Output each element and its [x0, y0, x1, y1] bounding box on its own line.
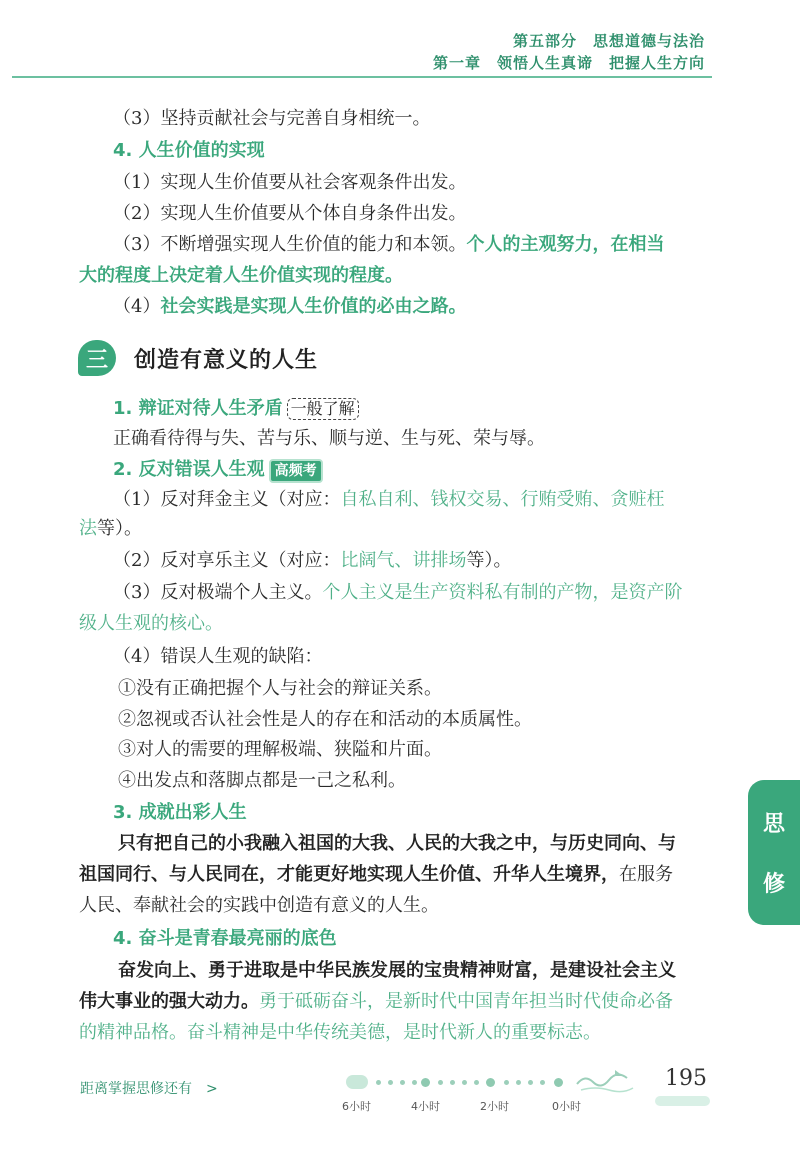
progress-milestone: [486, 1078, 495, 1087]
paragraph-line: [113, 294, 466, 320]
subheading-2: [113, 457, 323, 483]
progress-dot: [516, 1080, 521, 1085]
paragraph-line: 奋发向上、勇于进取是中华民族发展的宝贵精神财富，是建设社会主义: [118, 960, 676, 981]
header-rule: [12, 76, 712, 78]
header-part: 第五部分 思想道德与法治: [512, 32, 705, 50]
page-number-underline: [655, 1096, 710, 1106]
section-heading: [78, 336, 318, 380]
text-span: （3）不断增强实现人生价值的能力和本领。: [113, 234, 467, 255]
paragraph-line: （1）实现人生价值要从社会客观条件出发。: [113, 172, 467, 193]
subheading-text: 1. 辩证对待人生矛盾: [113, 398, 283, 419]
list-item: ②忽视或否认社会性是人的存在和活动的本质属性。: [118, 709, 532, 730]
tag-high-frequency: 高频考: [269, 459, 323, 483]
progress-dot: [462, 1080, 467, 1085]
subheading-3: 3. 成就出彩人生: [113, 802, 247, 823]
section-number-badge: 三: [78, 340, 116, 376]
paragraph-line: [113, 548, 511, 574]
text-span: （2）反对享乐主义（对应：: [113, 550, 341, 571]
hour-label: 0小时: [552, 1100, 581, 1113]
side-tab-char: 修: [762, 872, 785, 898]
list-item: ④出发点和落脚点都是一己之私利。: [118, 770, 406, 791]
progress-dot: [400, 1080, 405, 1085]
text-span: 在服务: [619, 864, 673, 885]
bold-span: 伟大事业的强大动力。: [79, 991, 259, 1012]
wave-icon: [575, 1068, 635, 1094]
progress-dot: [528, 1080, 533, 1085]
progress-dot: [474, 1080, 479, 1085]
paragraph-line: 只有把自己的小我融入祖国的大我、人民的大我之中，与历史同向、与: [118, 833, 676, 854]
progress-start-marker: [346, 1075, 368, 1089]
progress-milestone: [421, 1078, 430, 1087]
subheading-4: 4. 人生价值的实现: [113, 140, 265, 161]
paragraph-line: 级人生观的核心。: [79, 613, 223, 634]
list-item: ①没有正确把握个人与社会的辩证关系。: [118, 678, 442, 699]
list-item: ③对人的需要的理解极端、狭隘和片面。: [118, 739, 442, 760]
paragraph-line: [113, 580, 682, 606]
side-tab: [748, 780, 800, 925]
text-span: 等）。: [97, 518, 142, 539]
bold-span: 祖国同行、与人民同在，才能更好地实现人生价值、升华人生境界，: [79, 864, 619, 885]
highlight-span: 勇于砥砺奋斗，是新时代中国青年担当时代使命必备: [259, 991, 673, 1012]
subheading-4b: 4. 奋斗是青春最亮丽的底色: [113, 928, 337, 949]
paragraph-line: 的精神品格。奋斗精神是中华传统美德，是时代新人的重要标志。: [79, 1022, 601, 1043]
running-header: [433, 30, 705, 74]
hour-label: 6小时: [342, 1100, 371, 1113]
subheading-text: 2. 反对错误人生观: [113, 459, 265, 480]
text-span: （3）反对极端个人主义。: [113, 582, 323, 603]
page-number: 195: [665, 1066, 707, 1091]
highlight-span: 社会实践是实现人生价值的必由之路。: [160, 296, 467, 317]
side-tab-char: 思: [762, 811, 785, 837]
progress-dot: [540, 1080, 545, 1085]
highlight-span: 个人主义是生产资料私有制的产物，是资产阶: [322, 582, 683, 603]
text-span: （1）反对拜金主义（对应：: [113, 489, 341, 510]
hour-label: 4小时: [411, 1100, 440, 1113]
progress-milestone: [554, 1078, 563, 1087]
progress-dot: [450, 1080, 455, 1085]
highlight-span: 法: [79, 518, 97, 539]
progress-label: 距离掌握思修还有 >: [80, 1081, 218, 1097]
section-title: 创造有意义的人生: [134, 347, 319, 373]
paragraph-line: [113, 232, 664, 258]
progress-dot: [412, 1080, 417, 1085]
paragraph-line: [79, 862, 673, 888]
header-chapter: 第一章 领悟人生真谛 把握人生方向: [432, 54, 705, 72]
tag-general: 一般了解: [287, 398, 359, 420]
paragraph-line: [79, 989, 673, 1015]
highlight-span: 比阔气、讲排场: [340, 550, 467, 571]
text-span: 等）。: [466, 550, 512, 571]
hour-label: 2小时: [480, 1100, 509, 1113]
subheading-1: [113, 396, 359, 422]
highlight-span: 个人的主观努力，在相当: [466, 234, 665, 255]
paragraph-line: 正确看待得与失、苦与乐、顺与逆、生与死、荣与辱。: [113, 428, 545, 449]
paragraph-line: （2）实现人生价值要从个体自身条件出发。: [113, 203, 467, 224]
paragraph-line: （3）坚持贡献社会与完善自身相统一。: [113, 108, 431, 129]
text-span: （4）: [113, 296, 161, 317]
highlight-span: 自私自利、钱权交易、行贿受贿、贪赃枉: [340, 489, 665, 510]
paragraph-line: 大的程度上决定着人生价值实现的程度。: [79, 265, 403, 286]
paragraph-line: [113, 487, 664, 513]
progress-dot: [376, 1080, 381, 1085]
progress-dot: [388, 1080, 393, 1085]
progress-dot: [438, 1080, 443, 1085]
paragraph-line: [79, 516, 142, 542]
paragraph-line: （4）错误人生观的缺陷：: [113, 646, 323, 667]
progress-dot: [504, 1080, 509, 1085]
paragraph-line: 人民、奉献社会的实践中创造有意义的人生。: [79, 895, 439, 916]
